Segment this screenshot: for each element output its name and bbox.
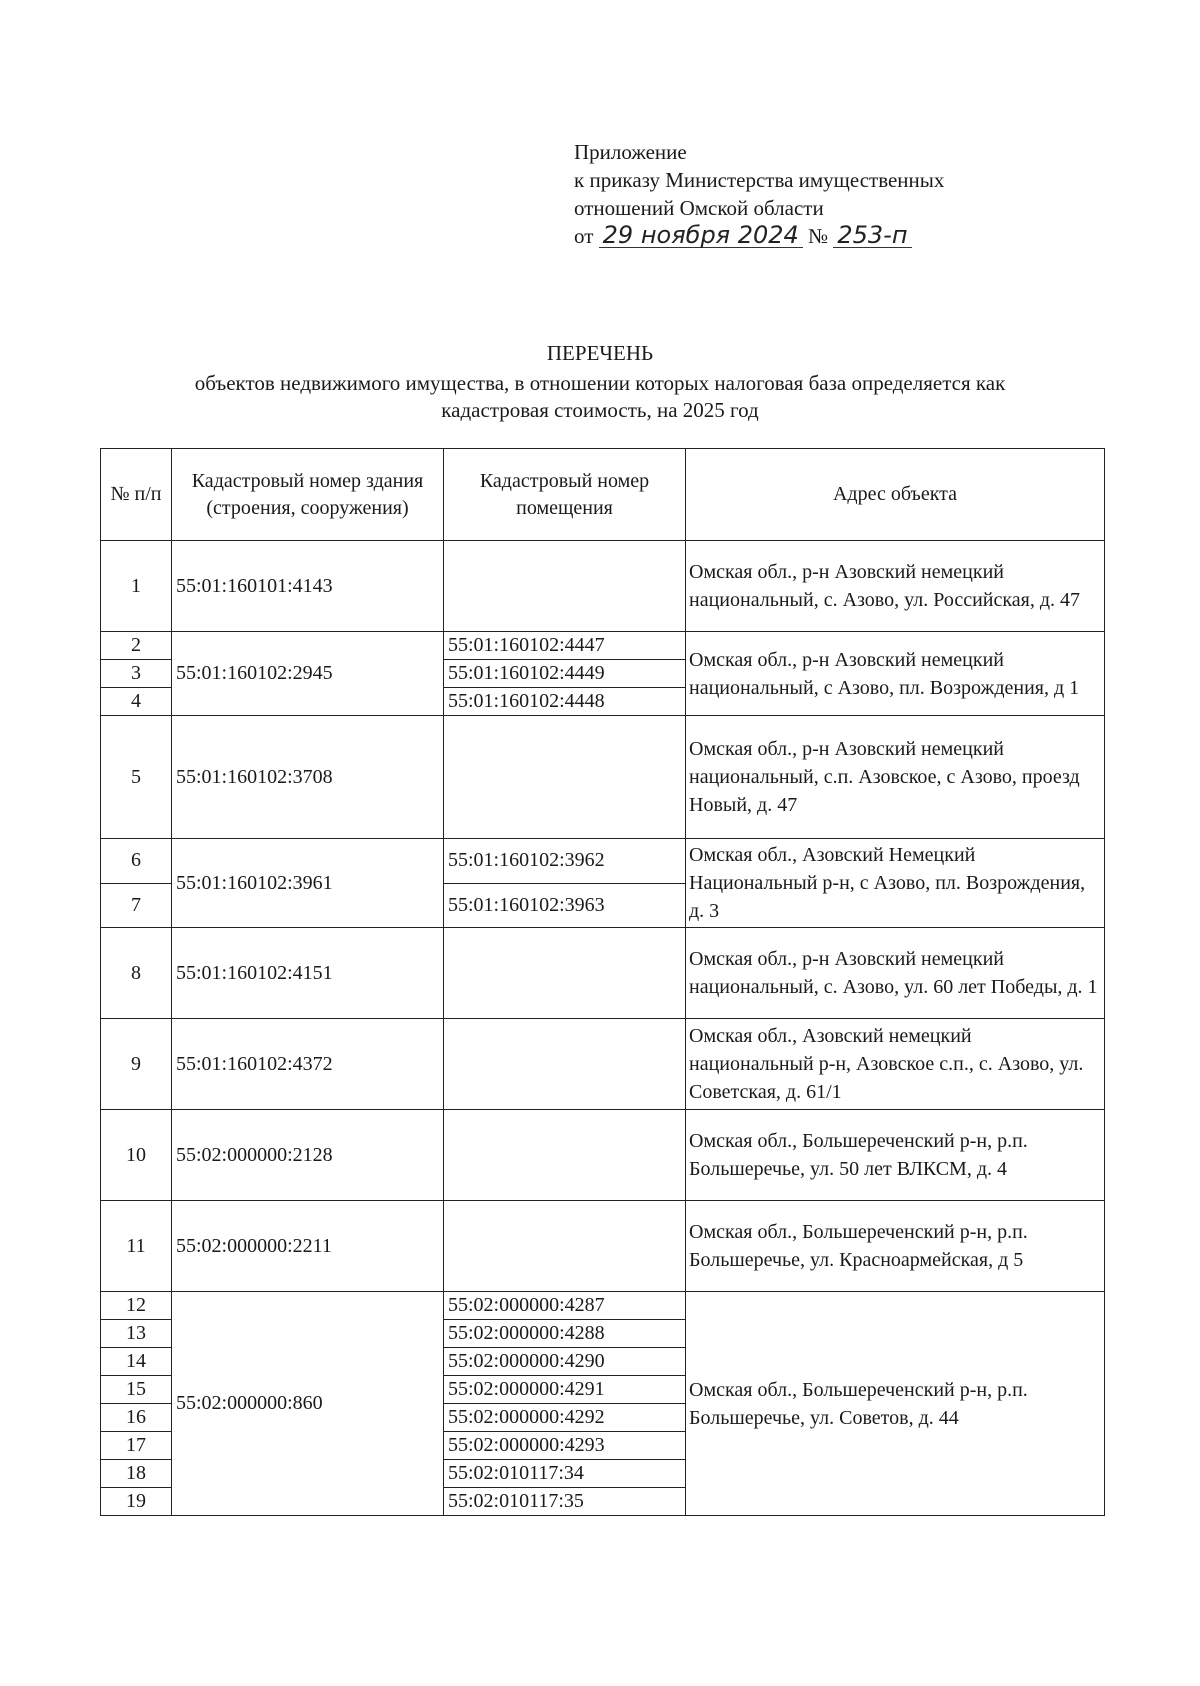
premises-cadastral: 55:01:160102:3962 <box>444 839 686 884</box>
table-header-row <box>101 449 1105 541</box>
building-cadastral: 55:01:160102:4372 <box>172 1019 444 1110</box>
premises-cadastral: 55:02:000000:4290 <box>444 1348 686 1376</box>
building-cadastral: 55:01:160102:3961 <box>172 839 444 928</box>
appendix-date-line <box>574 222 944 250</box>
object-address: Омская обл., Азовский Немецкий Национальный р-н, с Азово, пл. Возрождения, д. 3 <box>686 839 1105 928</box>
row-number: 1 <box>101 541 172 632</box>
premises-cadastral <box>444 1201 686 1292</box>
row-number: 18 <box>101 1460 172 1488</box>
premises-cadastral <box>444 541 686 632</box>
premises-cadastral <box>444 928 686 1019</box>
row-number: 15 <box>101 1376 172 1404</box>
building-cadastral: 55:01:160102:3708 <box>172 716 444 839</box>
premises-cadastral: 55:02:000000:4293 <box>444 1432 686 1460</box>
premises-cadastral <box>444 1110 686 1201</box>
row-number: 5 <box>101 716 172 839</box>
object-address: Омская обл., р-н Азовский немецкий национальный, с Азово, пл. Возрождения, д 1 <box>686 632 1105 716</box>
row-number: 19 <box>101 1488 172 1516</box>
header-building: Кадастровый номер здания (строения, сооружения) <box>172 449 444 541</box>
premises-cadastral: 55:01:160102:3963 <box>444 883 686 928</box>
premises-cadastral <box>444 716 686 839</box>
row-number: 2 <box>101 632 172 660</box>
row-number: 8 <box>101 928 172 1019</box>
document-subtitle-line1: объектов недвижимого имущества, в отношении которых налоговая база определяется как <box>194 371 1006 395</box>
object-address: Омская обл., р-н Азовский немецкий национальный, с. Азово, ул. Российская, д. 47 <box>686 541 1105 632</box>
building-cadastral: 55:01:160102:4151 <box>172 928 444 1019</box>
building-cadastral: 55:02:000000:2211 <box>172 1201 444 1292</box>
building-cadastral: 55:02:000000:860 <box>172 1292 444 1516</box>
table-row <box>101 632 1105 660</box>
object-address: Омская обл., р-н Азовский немецкий национальный, с.п. Азовское, с Азово, проезд Новый, д. 47 <box>686 716 1105 839</box>
appendix-order-line: к приказу Министерства имущественных <box>574 168 945 192</box>
row-number: 10 <box>101 1110 172 1201</box>
header-premises: Кадастровый номер помещения <box>444 449 686 541</box>
building-cadastral: 55:02:000000:2128 <box>172 1110 444 1201</box>
date-prefix: от <box>574 224 594 248</box>
row-number: 9 <box>101 1019 172 1110</box>
object-address: Омская обл., Большереченский р-н, р.п. Большеречье, ул. Советов, д. 44 <box>686 1292 1105 1516</box>
table-row <box>101 1110 1105 1201</box>
appendix-title: Приложение <box>574 140 687 164</box>
premises-cadastral: 55:02:010117:34 <box>444 1460 686 1488</box>
row-number: 17 <box>101 1432 172 1460</box>
appendix-block <box>574 138 944 250</box>
row-number: 11 <box>101 1201 172 1292</box>
row-number: 14 <box>101 1348 172 1376</box>
table-row <box>101 716 1105 839</box>
table-row <box>101 928 1105 1019</box>
premises-cadastral: 55:02:000000:4292 <box>444 1404 686 1432</box>
row-number: 3 <box>101 660 172 688</box>
object-address: Омская обл., Азовский немецкий национальный р-н, Азовское с.п., с. Азово, ул. Советская, д. 61/1 <box>686 1019 1105 1110</box>
row-number: 6 <box>101 839 172 884</box>
number-label: № <box>808 224 829 248</box>
table-row <box>101 1201 1105 1292</box>
row-number: 7 <box>101 883 172 928</box>
premises-cadastral: 55:02:000000:4288 <box>444 1320 686 1348</box>
premises-cadastral: 55:02:000000:4291 <box>444 1376 686 1404</box>
appendix-ministry-line: отношений Омской области <box>574 196 824 220</box>
header-num: № п/п <box>101 449 172 541</box>
table-row <box>101 839 1105 884</box>
building-cadastral: 55:01:160101:4143 <box>172 541 444 632</box>
premises-cadastral: 55:01:160102:4447 <box>444 632 686 660</box>
table-row <box>101 1019 1105 1110</box>
object-address: Омская обл., Большереченский р-н, р.п. Большеречье, ул. 50 лет ВЛКСМ, д. 4 <box>686 1110 1105 1201</box>
table-row <box>101 1292 1105 1320</box>
handwritten-date: 29 ноября 2024 <box>599 223 803 248</box>
header-address: Адрес объекта <box>686 449 1105 541</box>
premises-cadastral: 55:02:000000:4287 <box>444 1292 686 1320</box>
premises-cadastral: 55:01:160102:4448 <box>444 688 686 716</box>
row-number: 12 <box>101 1292 172 1320</box>
property-table <box>100 448 1105 1516</box>
document-heading: ПЕРЕЧЕНЬ <box>546 341 654 365</box>
handwritten-number: 253-п <box>833 223 911 248</box>
object-address: Омская обл., Большереченский р-н, р.п. Большеречье, ул. Красноармейская, д 5 <box>686 1201 1105 1292</box>
row-number: 16 <box>101 1404 172 1432</box>
table-row <box>101 541 1105 632</box>
premises-cadastral <box>444 1019 686 1110</box>
row-number: 13 <box>101 1320 172 1348</box>
premises-cadastral: 55:02:010117:35 <box>444 1488 686 1516</box>
document-subtitle-line2: кадастровая стоимость, на 2025 год <box>441 398 759 422</box>
premises-cadastral: 55:01:160102:4449 <box>444 660 686 688</box>
object-address: Омская обл., р-н Азовский немецкий национальный, с. Азово, ул. 60 лет Победы, д. 1 <box>686 928 1105 1019</box>
building-cadastral: 55:01:160102:2945 <box>172 632 444 716</box>
row-number: 4 <box>101 688 172 716</box>
